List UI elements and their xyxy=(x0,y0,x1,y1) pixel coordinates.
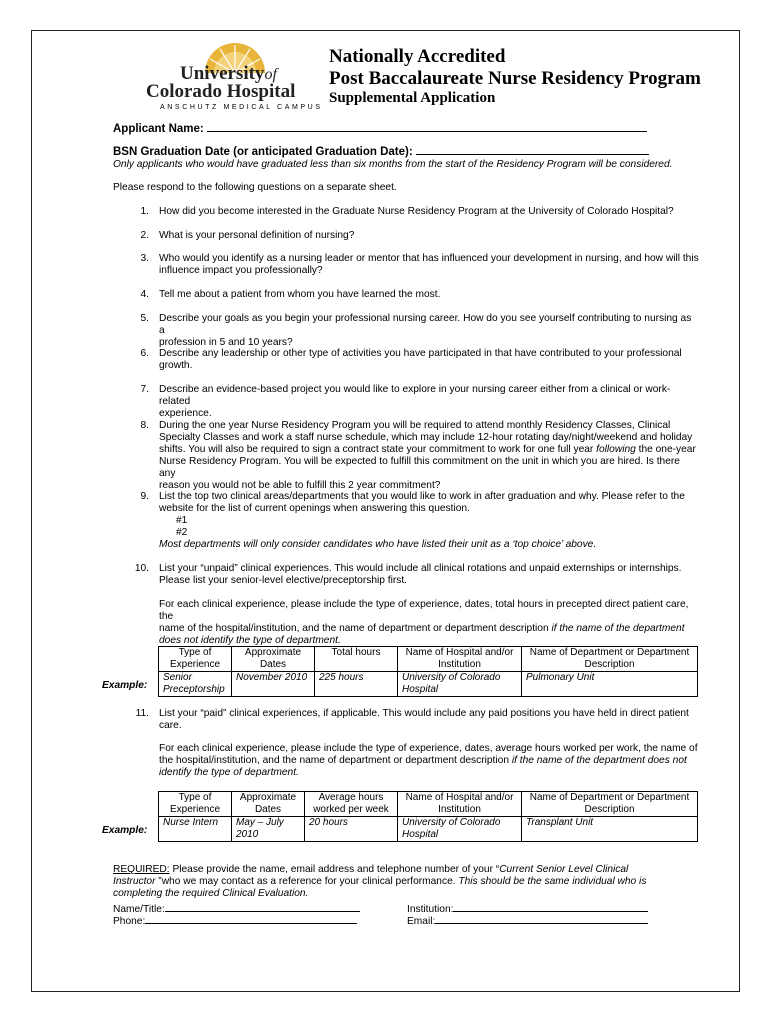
university-logo xyxy=(144,39,334,111)
question-line: Specialty Classes and work a staff nurse schedule, which may include 12-hour rotating day/night/weekend and holiday xyxy=(159,432,693,443)
emphasis-text: Instructor xyxy=(113,876,156,887)
question-line: Please list your senior-level elective/preceptorship first. xyxy=(159,575,408,586)
emphasis-text: if the name of the department does not xyxy=(508,755,687,766)
graduation-date-label: BSN Graduation Date (or anticipated Graduation Date): xyxy=(113,146,413,158)
email-field[interactable] xyxy=(435,913,648,924)
email-label: Email: xyxy=(407,916,436,927)
question-line: experience. xyxy=(159,408,212,419)
table-cell: Pulmonary Unit xyxy=(522,672,698,697)
table-row xyxy=(159,672,698,697)
applicant-name-field[interactable] xyxy=(207,121,647,132)
institution-field[interactable] xyxy=(453,901,648,912)
logo-campus-text: ANSCHUTZ MEDICAL CAMPUS xyxy=(160,104,323,111)
question-line xyxy=(159,444,699,456)
title-program: Post Baccalaureate Nurse Residency Program xyxy=(329,68,701,89)
table-row xyxy=(159,817,698,842)
required-text: Please provide the name, email address and telephone number of your “ xyxy=(169,864,500,875)
phone-label: Phone: xyxy=(113,916,146,927)
phone-row xyxy=(113,913,357,927)
emphasis-text: does not identify the type of department. xyxy=(159,635,341,646)
emphasis-text: completing the required Clinical Evaluation. xyxy=(113,888,309,899)
question-line-part: shifts. You will also be required to sign a contract state your commitment to work for one full year xyxy=(159,444,594,455)
required-line xyxy=(113,864,673,876)
table-cell: November 2010 xyxy=(232,672,315,697)
question-line: Describe your goals as you begin your professional nursing career. How do you see yourself contributing to nursing as a xyxy=(159,313,692,336)
table-header-row xyxy=(159,647,698,672)
question-line: Describe an evidence-based project you would like to explore in your nursing career either from a clinical or work-related xyxy=(159,384,671,407)
logo-university-text: University xyxy=(180,63,265,84)
emphasis-text: Current Senior Level Clinical xyxy=(499,864,629,875)
question-paragraph xyxy=(159,743,699,779)
question-line: List your “paid” clinical experiences, if applicable. This would include any paid positions you have held in direct patient xyxy=(159,708,689,719)
question-line: List your “unpaid” clinical experiences. This would include all clinical rotations and unpaid externships or internships. xyxy=(159,563,682,574)
question-number: 9. xyxy=(140,491,149,502)
table-header-cell: Name of Department or Department Description xyxy=(522,647,698,672)
required-label: REQUIRED: xyxy=(113,864,170,875)
table-cell: May – July 2010 xyxy=(232,817,305,842)
question-line: What is your personal definition of nursing? xyxy=(159,230,355,241)
question-number: 1. xyxy=(140,206,149,217)
application-form-page xyxy=(31,30,740,992)
question-text xyxy=(159,491,699,551)
graduation-date-field[interactable] xyxy=(416,144,649,155)
question-number: 4. xyxy=(140,289,149,300)
table-header-cell: Type of Experience xyxy=(159,647,232,672)
question-number: 2. xyxy=(140,230,149,241)
table-header-cell: Approximate Dates xyxy=(232,792,305,817)
required-text: ”who we may contact as a reference for your clinical performance. xyxy=(155,876,459,887)
paragraph-line: For each clinical experience, please include the type of experience, dates, average hours worked per work, the name of xyxy=(159,743,698,754)
table-header-cell: Name of Department or Department Description xyxy=(522,792,698,817)
question-text xyxy=(159,230,699,242)
graduation-note: Only applicants who would have graduated less than six months from the start of the Residency Program will be considered. xyxy=(113,159,673,170)
table-cell: Transplant Unit xyxy=(522,817,698,842)
question-text xyxy=(159,313,699,349)
question-line: Tell me about a patient from whom you have learned the most. xyxy=(159,289,441,300)
title-accredited: Nationally Accredited xyxy=(329,46,506,67)
question-line-part: the one-year xyxy=(635,444,696,455)
example-label: Example: xyxy=(102,825,148,836)
applicant-name-row xyxy=(113,121,647,135)
question-note: Most departments will only consider candidates who have listed their unit as a ‘top choice’ above. xyxy=(159,539,597,550)
question-line: influence impact you professionally? xyxy=(159,265,323,276)
question-number: 11. xyxy=(135,708,149,719)
question-line: profession in 5 and 10 years? xyxy=(159,337,293,348)
question-line: Who would you identify as a nursing leader or mentor that has influenced your development in nursing, and how will this xyxy=(159,253,699,264)
emphasis-text: identify the type of department. xyxy=(159,767,299,778)
required-line xyxy=(113,876,673,888)
table-cell: 20 hours xyxy=(305,817,398,842)
question-line: care. xyxy=(159,720,182,731)
question-number: 6. xyxy=(140,348,149,359)
name-title-label: Name/Title: xyxy=(113,904,165,915)
table-header-row xyxy=(159,792,698,817)
institution-label: Institution: xyxy=(407,904,454,915)
question-text xyxy=(159,348,699,372)
question-number: 3. xyxy=(140,253,149,264)
paragraph-line-part: the hospital/institution, and the name of department or department description xyxy=(159,755,509,766)
question-line: Describe any leadership or other type of activities you have participated in that have contributed to your professional xyxy=(159,348,682,359)
question-text xyxy=(159,289,699,301)
emphasis-text: This should be the same individual who is xyxy=(458,876,647,887)
question-line: List the top two clinical areas/departments that you would like to work in after graduation and why. Please refer to the xyxy=(159,491,685,502)
question-number: 10. xyxy=(134,563,149,574)
applicant-name-label: Applicant Name: xyxy=(113,123,204,135)
phone-field[interactable] xyxy=(145,913,357,924)
table-header-cell: Name of Hospital and/or Institution xyxy=(398,792,522,817)
question-text xyxy=(159,206,699,218)
question-text xyxy=(159,420,699,492)
question-text xyxy=(159,384,699,420)
logo-hospital-text: Colorado Hospital xyxy=(146,81,296,102)
question-number: 7. xyxy=(140,384,149,395)
paragraph-line xyxy=(159,755,699,767)
table-cell: Senior Preceptorship xyxy=(159,672,232,697)
table-cell: Nurse Intern xyxy=(159,817,232,842)
question-line: growth. xyxy=(159,360,193,371)
question-paragraph xyxy=(159,599,699,647)
table-header-cell: Name of Hospital and/or Institution xyxy=(398,647,522,672)
question-line: How did you become interested in the Graduate Nurse Residency Program at the University of Colorado Hospital? xyxy=(159,206,674,217)
question-text xyxy=(159,708,699,732)
instructions-text: Please respond to the following questions on a separate sheet. xyxy=(113,182,397,193)
choice-label: #1 xyxy=(176,515,188,526)
question-text xyxy=(159,253,699,277)
paragraph-line xyxy=(159,623,699,635)
paragraph-line: For each clinical experience, please include the type of experience, dates, total hours in precepted direct patient care, the xyxy=(159,599,689,622)
table-header-cell: Approximate Dates xyxy=(232,647,315,672)
emphasis-text: following xyxy=(596,444,636,455)
table-cell: University of Colorado Hospital xyxy=(398,817,522,842)
choice-label: #2 xyxy=(176,527,188,538)
logo-of-text: of xyxy=(264,66,277,83)
question-line: reason you would not be able to fulfill this 2 year commitment? xyxy=(159,480,441,491)
question-line: Nurse Residency Program. You will be expected to fulfill this commitment on the unit in which you are hired. Is there any xyxy=(159,456,680,479)
email-row xyxy=(407,913,648,927)
table-cell: 225 hours xyxy=(315,672,398,697)
name-title-field[interactable] xyxy=(165,901,360,912)
table-header-cell: Total hours xyxy=(315,647,398,672)
question-line: website for the list of current openings when answering this question. xyxy=(159,503,470,514)
question-number: 8. xyxy=(140,420,149,431)
emphasis-text: if the name of the department xyxy=(548,623,685,634)
paragraph-line-part: name of the hospital/institution, and the name of department or department description xyxy=(159,623,549,634)
graduation-date-row xyxy=(113,144,649,158)
required-reference-block xyxy=(113,864,673,900)
question-text xyxy=(159,563,699,587)
title-supplemental: Supplemental Application xyxy=(329,90,496,106)
example-label: Example: xyxy=(102,680,148,691)
unpaid-experience-table xyxy=(158,646,698,697)
question-number: 5. xyxy=(140,313,149,324)
paid-experience-table xyxy=(158,791,698,842)
question-line: During the one year Nurse Residency Program you will be required to attend monthly Residency Classes, Clinical xyxy=(159,420,671,431)
table-header-cell: Type of Experience xyxy=(159,792,232,817)
table-header-cell: Average hours worked per week xyxy=(305,792,398,817)
table-cell: University of Colorado Hospital xyxy=(398,672,522,697)
